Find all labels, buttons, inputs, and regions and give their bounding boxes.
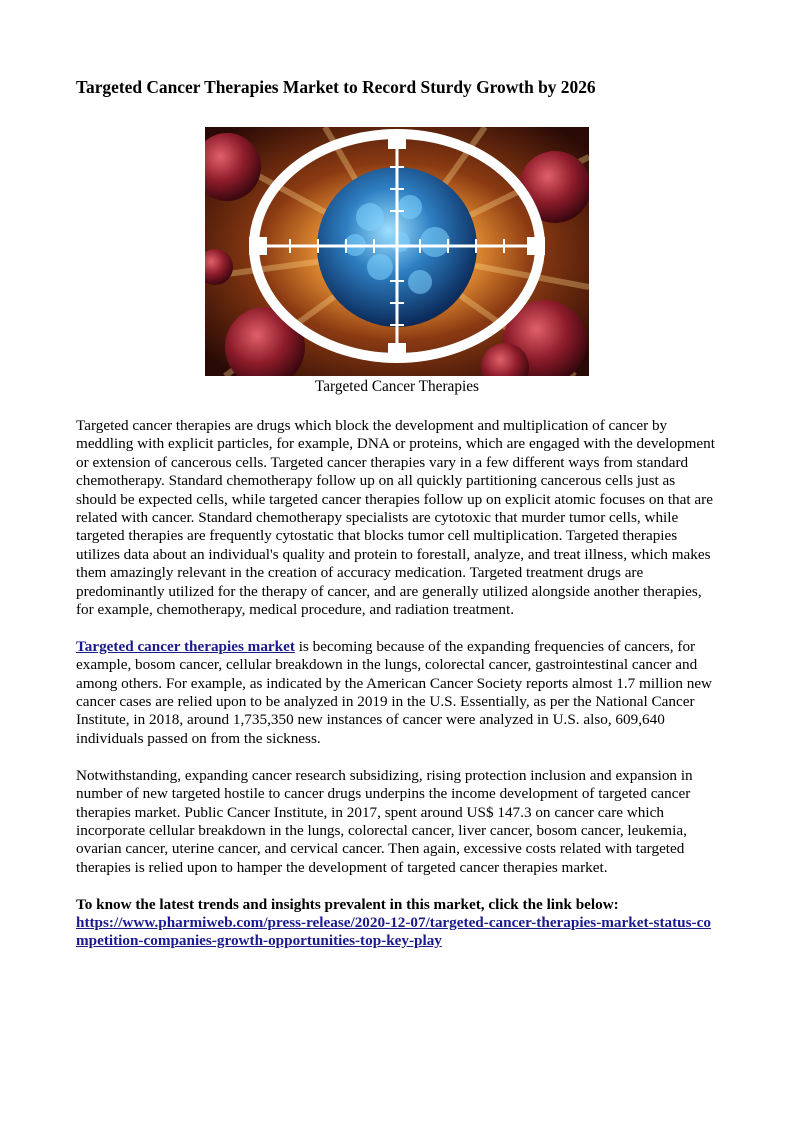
cta-text: To know the latest trends and insights prevalent in this market, click the link below: [76,895,619,913]
paragraph-intro: Targeted cancer therapies are drugs which block the development and multiplication of cancer by meddling with explicit particles, for example, DNA or proteins, which are engaged with the development or extension of cancerous cells. Targeted cancer therapies vary in a few different ways from standard chemotherapy. Standard chemotherapy follow up on all quickly partitioning cancerous cells just as should be expected cells, while targeted cancer therapies follow up on explicit atomic focuses on that are related with cancer. Standard chemotherapy specialists are cytotoxic that murder tumor cells, while targeted therapies are frequently cytostatic that blocks tumor cell multiplication. Targeted therapies utilizes data about an individual's quality and protein to forestall, analyze, and treat illness, which makes them amazingly relevant in the creation of accuracy medication. Targeted treatment drugs are predominantly utilized for the therapy of cancer, and are generally utilized alongside another therapies, for example, chemotherapy, medical procedure, and radiation treatment. [76,417,715,619]
article-figure [205,127,589,396]
market-link[interactable]: Targeted cancer therapies market [76,637,295,655]
press-release-link[interactable]: https://www.pharmiweb.com/press-release/2020-12-07/targeted-cancer-therapies-market-status-competition-companies-growth-opportunities-top-key-play [76,913,711,950]
targeted-cell-illustration [205,127,589,376]
article-body [76,417,716,951]
paragraph-market-text: is becoming because of the expanding frequencies of cancers, for example, bosom cancer, cellular breakdown in the lungs, colorectal cancer, gastrointestinal cancer and among others. For example, as indicated by the American Cancer Society reports almost 1.7 million new cancer cases are relied upon to be analyzed in 2019 in the U.S. Essentially, as per the National Cancer Institute, in 2018, around 1,735,350 new instances of cancer were analyzed in U.S. also, 609,640 individuals passed on from the sickness. [76,637,713,747]
article-title: Targeted Cancer Therapies Market to Record Sturdy Growth by 2026 [76,77,596,97]
paragraph-market [76,638,716,748]
figure-caption: Targeted Cancer Therapies [314,378,479,395]
call-to-action [76,896,716,951]
paragraph-drivers: Notwithstanding, expanding cancer research subsidizing, rising protection inclusion and expansion in number of new targeted hostile to cancer drugs underpins the income development of targeted cancer therapies market. Public Cancer Institute, in 2017, spent around US$ 147.3 on cancer care which incorporate cellular breakdown in the lungs, colorectal cancer, liver cancer, bosom cancer, leukemia, ovarian cancer, uterine cancer, and cervical cancer. Then again, excessive costs related with targeted therapies is relied upon to hamper the development of targeted cancer therapies market. [76,766,693,876]
